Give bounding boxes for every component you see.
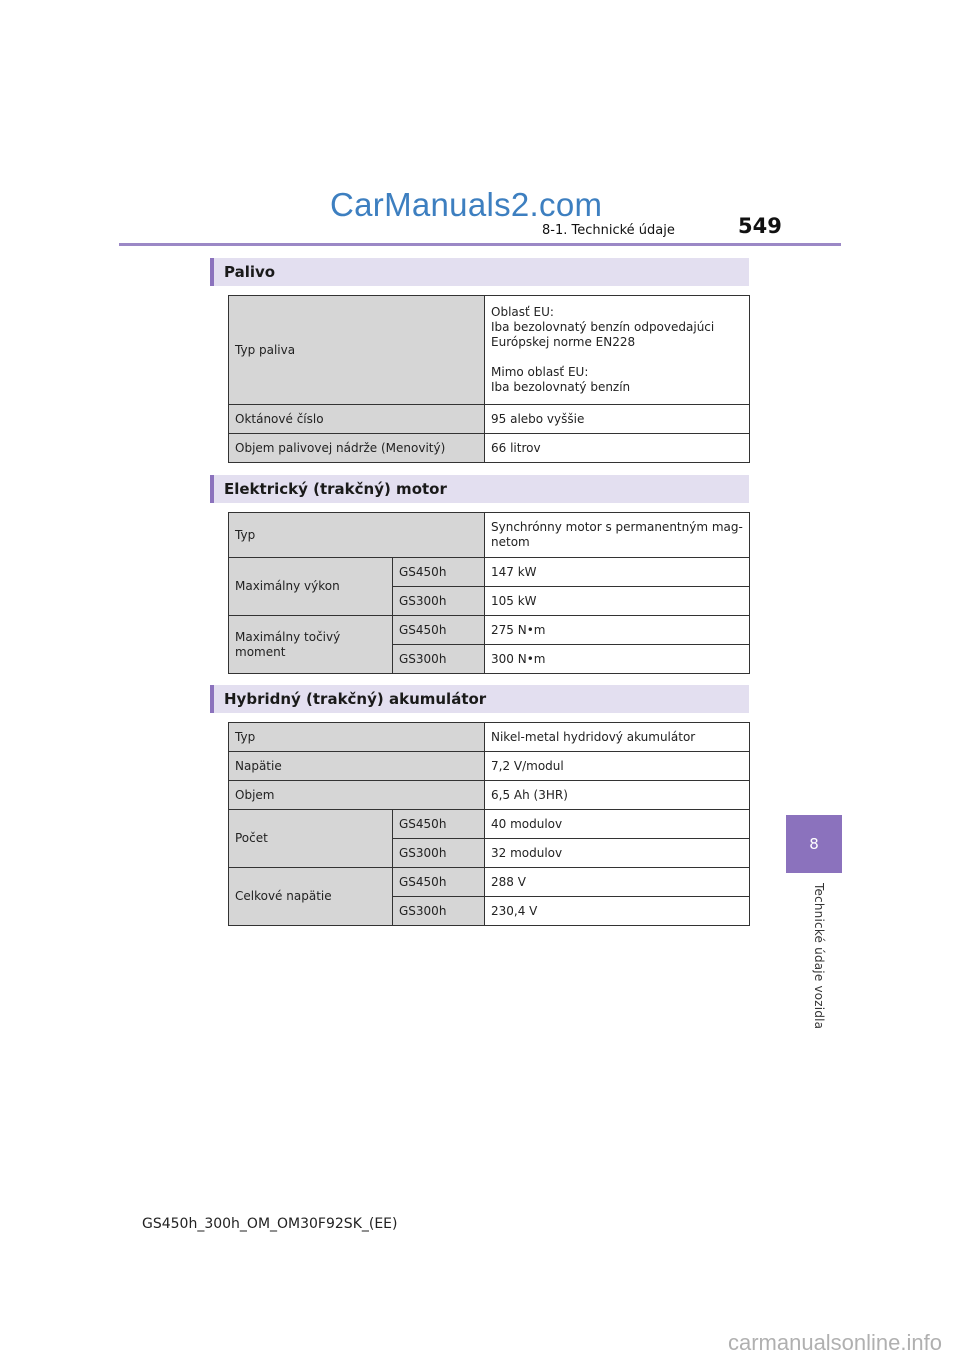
row-label: Maximálny točivý moment	[229, 616, 393, 674]
row-label: Počet	[229, 810, 393, 868]
table-row	[229, 868, 750, 897]
watermark-logo: CarManuals2.com	[330, 186, 603, 223]
row-label: Oktánové číslo	[229, 405, 485, 434]
row-value: 6,5 Ah (3HR)	[485, 781, 750, 810]
model-label: GS450h	[393, 868, 485, 897]
model-label: GS450h	[393, 558, 485, 587]
row-label: Maximálny výkon	[229, 558, 393, 616]
table-row	[229, 616, 750, 645]
table-row	[229, 296, 750, 405]
row-value: 32 modulov	[485, 839, 750, 868]
row-value: 230,4 V	[485, 897, 750, 926]
section-title: 8-1. Technické údaje	[542, 223, 675, 238]
row-value: 275 N•m	[485, 616, 750, 645]
document-code: GS450h_300h_OM_OM30F92SK_(EE)	[142, 1216, 398, 1232]
table-row	[229, 781, 750, 810]
row-value: 147 kW	[485, 558, 750, 587]
chapter-tab[interactable]	[786, 815, 842, 873]
table-row	[229, 752, 750, 781]
row-value: 95 alebo vyššie	[485, 405, 750, 434]
fuel-table	[228, 295, 750, 463]
row-value: 66 litrov	[485, 434, 750, 463]
row-label: Celkové napätie	[229, 868, 393, 926]
row-value: 288 V	[485, 868, 750, 897]
footer-watermark: carmanualsonline.info	[727, 1330, 942, 1355]
header-divider	[119, 243, 841, 246]
row-label: Typ	[229, 513, 485, 558]
row-value: Oblasť EU: Iba bezolovnatý benzín odpovedajúci Európskej norme EN228 Mimo oblasť EU: Iba bezolovnatý benzín	[485, 296, 750, 405]
battery-table	[228, 722, 750, 926]
model-label: GS300h	[393, 645, 485, 674]
row-value: Synchrónny motor s permanentným mag- netom	[485, 513, 750, 558]
table-row	[229, 558, 750, 587]
section-heading-battery: Hybridný (trakčný) akumulátor	[210, 685, 749, 713]
model-label: GS450h	[393, 616, 485, 645]
row-label: Typ	[229, 723, 485, 752]
model-label: GS300h	[393, 897, 485, 926]
section-heading-motor: Elektrický (trakčný) motor	[210, 475, 749, 503]
chapter-label: Technické údaje vozidla	[812, 883, 826, 1030]
row-value: 105 kW	[485, 587, 750, 616]
row-value: 300 N•m	[485, 645, 750, 674]
row-value: 7,2 V/modul	[485, 752, 750, 781]
motor-table	[228, 512, 750, 674]
table-row	[229, 810, 750, 839]
row-label: Napätie	[229, 752, 485, 781]
table-row	[229, 405, 750, 434]
model-label: GS450h	[393, 810, 485, 839]
row-label: Typ paliva	[229, 296, 485, 405]
row-label: Objem palivovej nádrže (Menovitý)	[229, 434, 485, 463]
row-value: 40 modulov	[485, 810, 750, 839]
row-label: Objem	[229, 781, 485, 810]
chapter-number: 8	[809, 835, 819, 853]
model-label: GS300h	[393, 587, 485, 616]
row-value: Nikel-metal hydridový akumulátor	[485, 723, 750, 752]
table-row	[229, 723, 750, 752]
page-number: 549	[738, 214, 782, 238]
table-row	[229, 513, 750, 558]
table-row	[229, 434, 750, 463]
section-heading-fuel: Palivo	[210, 258, 749, 286]
model-label: GS300h	[393, 839, 485, 868]
